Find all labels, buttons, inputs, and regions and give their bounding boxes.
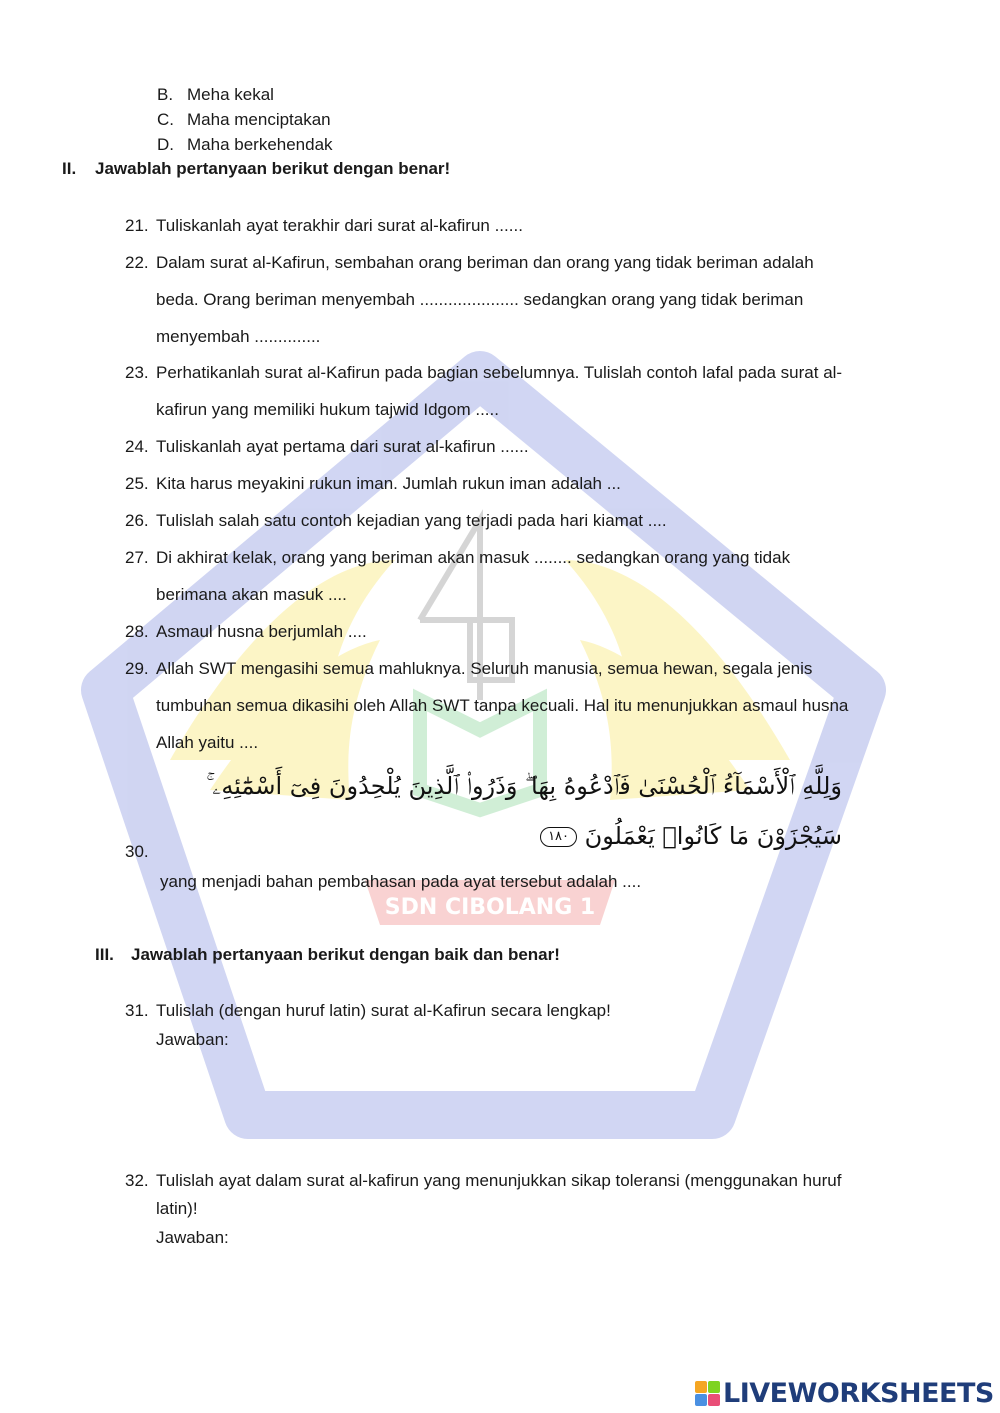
arabic-verse-line-2 [534,822,842,850]
section-title: Jawablah pertanyaan berikut dengan benar! [95,159,451,178]
question-text: Tuliskanlah ayat pertama dari surat al-kafirun ...... [156,437,529,456]
question-text: tumbuhan semua dikasihi oleh Allah SWT tanpa kecuali. Hal itu menunjukkan asmaul husna [156,696,849,715]
question-text: menyembah .............. [156,327,321,346]
liveworksheets-icon [695,1381,720,1406]
question-number: 30. [125,842,149,861]
ayah-number-icon: ١٨٠ [540,827,577,847]
question-text: Allah yaitu .... [156,733,259,752]
answer-area[interactable] [156,1055,896,1150]
option-letter: D. [157,135,174,154]
question-text: latin)! [156,1199,198,1218]
question-number: 31. [125,1001,149,1020]
question-text: Tulislah salah satu contoh kejadian yang terjadi pada hari kiamat .... [156,511,667,530]
option-letter: C. [157,110,174,129]
section-title: Jawablah pertanyaan berikut dengan baik dan benar! [131,945,560,964]
question-number: 28. [125,622,149,641]
option-text: Meha kekal [187,85,274,104]
brand-name: LIVEWORKSHEETS [723,1377,994,1409]
question-text: Tulislah ayat dalam surat al-kafirun yang menunjukkan sikap toleransi (menggunakan huruf [156,1171,842,1190]
question-text: Allah SWT mengasihi semua mahluknya. Seluruh manusia, semua hewan, segala jenis [156,659,813,678]
question-number: 22. [125,253,149,272]
question-text: kafirun yang memiliki hukum tajwid Idgom ..... [156,400,499,419]
question-number: 27. [125,548,149,567]
question-number: 32. [125,1171,149,1190]
question-number: 21. [125,216,149,235]
question-text: Asmaul husna berjumlah .... [156,622,367,641]
answer-label: Jawaban: [156,1228,229,1247]
liveworksheets-logo [695,1378,994,1408]
arabic-verse-line-1: وَلِلَّهِ ٱلْأَسْمَآءُ ٱلْحُسْنَىٰ فَٱدْعُوهُ بِهَا ۖ وَذَرُوا۟ ٱلَّذِينَ يُلْحِدُونَ فِىٓ أَسْمَٰٓئِهِۦ ۚ [206,772,842,800]
answer-area[interactable] [156,1255,896,1355]
option-text: Maha berkehendak [187,135,333,154]
question-number: 26. [125,511,149,530]
answer-label: Jawaban: [156,1030,229,1049]
watermark-text: SDN CIBOLANG 1 [384,895,596,920]
option-letter: B. [157,85,174,104]
section-number: III. [95,945,114,964]
question-text: Tulislah (dengan huruf latin) surat al-Kafirun secara lengkap! [156,1001,611,1020]
section-number: II. [62,159,77,178]
question-text: Di akhirat kelak, orang yang beriman akan masuk ........ sedangkan orang yang tidak [156,548,791,567]
question-number: 23. [125,363,149,382]
question-text: Dalam surat al-Kafirun, sembahan orang beriman dan orang yang tidak beriman adalah [156,253,814,272]
question-text: Kita harus meyakini rukun iman. Jumlah rukun iman adalah ... [156,474,621,493]
question-text: Tuliskanlah ayat terakhir dari surat al-kafirun ...... [156,216,523,235]
option-text: Maha menciptakan [187,110,331,129]
question-text: Perhatikanlah surat al-Kafirun pada bagian sebelumnya. Tulislah contoh lafal pada surat al- [156,363,843,382]
question-number: 24. [125,437,149,456]
question-text: beda. Orang beriman menyembah ..................... sedangkan orang yang tidak beriman [156,290,804,309]
question-number: 29. [125,659,149,678]
arabic-verse-text: سَيُجْزَوْنَ مَا كَانُوا۟ يَعْمَلُونَ [584,822,842,850]
question-text: berimana akan masuk .... [156,585,347,604]
question-text: yang menjadi bahan pembahasan pada ayat tersebut adalah .... [160,872,642,891]
question-number: 25. [125,474,149,493]
